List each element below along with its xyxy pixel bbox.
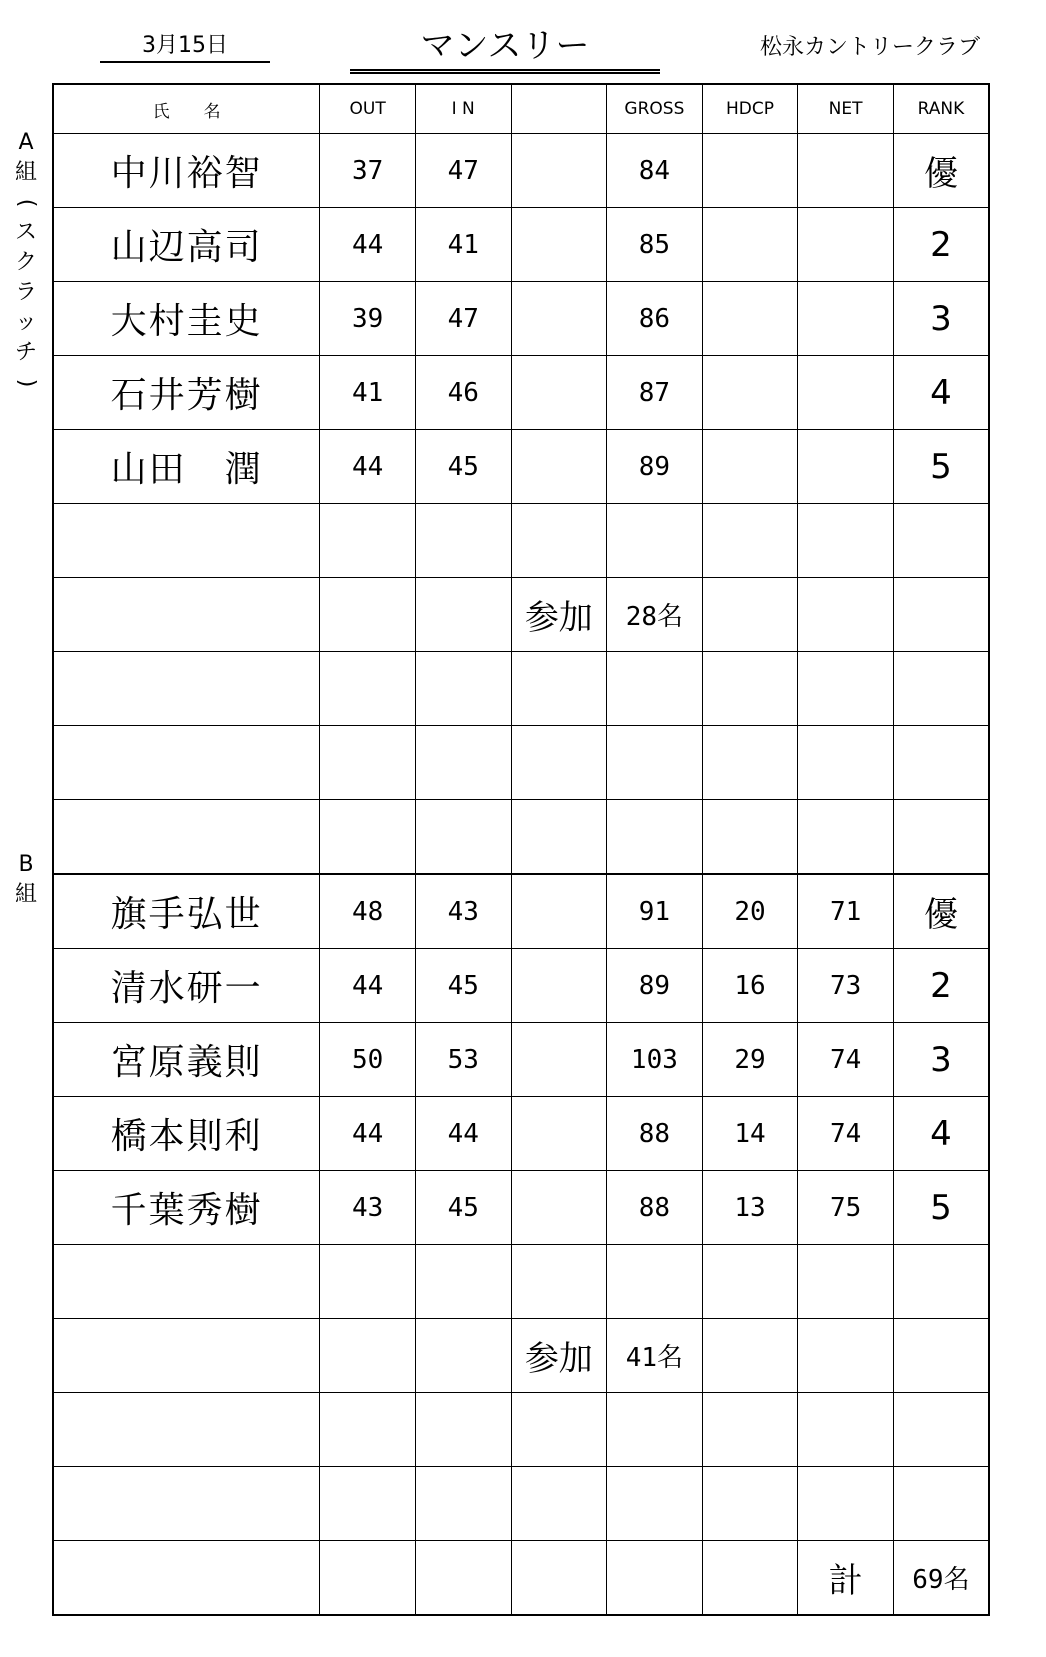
net-score — [798, 430, 894, 504]
blank-cell — [893, 800, 989, 875]
blank-cell — [607, 800, 703, 875]
blank-cell — [798, 652, 894, 726]
blank-cell — [415, 652, 511, 726]
gross-score: 89 — [607, 949, 703, 1023]
column-header-net: NET — [798, 84, 894, 134]
net-score: 74 — [798, 1023, 894, 1097]
hdcp-value: 16 — [702, 949, 798, 1023]
net-score: 71 — [798, 874, 894, 949]
out-score: 43 — [320, 1171, 416, 1245]
out-score: 39 — [320, 282, 416, 356]
blank-cell — [702, 800, 798, 875]
net-score — [798, 282, 894, 356]
group-b-label-char: 組 — [14, 882, 37, 907]
group-a-label-char: ( — [14, 198, 39, 208]
blank-cell — [702, 578, 798, 652]
participation-count: 41名 — [607, 1319, 703, 1393]
out-score: 44 — [320, 949, 416, 1023]
in-score: 43 — [415, 874, 511, 949]
out-score: 48 — [320, 874, 416, 949]
blank-cell — [893, 1393, 989, 1467]
in-score: 45 — [415, 949, 511, 1023]
blank-cell — [320, 504, 416, 578]
participation-row — [53, 578, 989, 652]
results-table — [52, 83, 990, 1616]
blank-cell — [798, 504, 894, 578]
rank-value: 2 — [893, 949, 989, 1023]
blank-cell — [702, 1245, 798, 1319]
in-score: 46 — [415, 356, 511, 430]
hdcp-value — [702, 356, 798, 430]
rank-value: 3 — [893, 1023, 989, 1097]
blank-cell — [320, 1245, 416, 1319]
group-a-label — [10, 128, 42, 398]
blank-cell — [53, 1393, 320, 1467]
blank-cell — [607, 1541, 703, 1616]
blank-cell — [53, 652, 320, 726]
blank-cell — [511, 430, 607, 504]
blank-cell — [798, 1393, 894, 1467]
table-row — [53, 1171, 989, 1245]
group-a-label-char: 組 — [14, 160, 37, 185]
blank-cell — [702, 1467, 798, 1541]
player-name: 山辺高司 — [53, 208, 320, 282]
rank-value: 3 — [893, 282, 989, 356]
empty-row — [53, 652, 989, 726]
net-score: 75 — [798, 1171, 894, 1245]
out-score: 50 — [320, 1023, 416, 1097]
group-b-label-char: B — [18, 852, 34, 877]
blank-cell — [415, 1467, 511, 1541]
table-row — [53, 430, 989, 504]
gross-score: 84 — [607, 134, 703, 208]
out-score: 44 — [320, 430, 416, 504]
blank-cell — [607, 1393, 703, 1467]
blank-cell — [415, 578, 511, 652]
hdcp-value: 14 — [702, 1097, 798, 1171]
group-a-label-char: ) — [14, 378, 39, 388]
table-row — [53, 208, 989, 282]
blank-cell — [511, 726, 607, 800]
rank-value: 4 — [893, 1097, 989, 1171]
blank-cell — [511, 1171, 607, 1245]
gross-score: 86 — [607, 282, 703, 356]
blank-cell — [511, 1541, 607, 1616]
blank-cell — [320, 1541, 416, 1616]
blank-cell — [798, 1467, 894, 1541]
blank-cell — [798, 800, 894, 875]
gross-score: 89 — [607, 430, 703, 504]
out-score: 41 — [320, 356, 416, 430]
total-row — [53, 1541, 989, 1616]
hdcp-value: 20 — [702, 874, 798, 949]
blank-cell — [607, 1467, 703, 1541]
empty-row — [53, 1393, 989, 1467]
blank-cell — [893, 1319, 989, 1393]
blank-cell — [320, 1393, 416, 1467]
in-score: 45 — [415, 430, 511, 504]
participation-label: 参加 — [511, 578, 607, 652]
blank-cell — [702, 652, 798, 726]
blank-cell — [320, 800, 416, 875]
column-header-hdcp: HDCP — [702, 84, 798, 134]
blank-cell — [53, 1245, 320, 1319]
column-header-gross: GROSS — [607, 84, 703, 134]
blank-cell — [415, 504, 511, 578]
blank-cell — [415, 1245, 511, 1319]
blank-cell — [607, 652, 703, 726]
blank-cell — [511, 208, 607, 282]
blank-cell — [511, 356, 607, 430]
blank-cell — [511, 1097, 607, 1171]
blank-cell — [415, 1393, 511, 1467]
player-name: 千葉秀樹 — [53, 1171, 320, 1245]
table-row — [53, 874, 989, 949]
blank-cell — [798, 726, 894, 800]
net-score: 73 — [798, 949, 894, 1023]
blank-cell — [893, 578, 989, 652]
participation-label: 参加 — [511, 1319, 607, 1393]
in-score: 47 — [415, 282, 511, 356]
blank-cell — [702, 504, 798, 578]
blank-cell — [607, 726, 703, 800]
blank-cell — [415, 1541, 511, 1616]
blank-cell — [53, 1541, 320, 1616]
table-row — [53, 1023, 989, 1097]
column-header-name: 氏 名 — [53, 84, 320, 134]
gross-score: 88 — [607, 1097, 703, 1171]
rank-value: 2 — [893, 208, 989, 282]
table-row — [53, 282, 989, 356]
blank-cell — [415, 726, 511, 800]
column-header-out: OUT — [320, 84, 416, 134]
blank-cell — [511, 949, 607, 1023]
player-name: 石井芳樹 — [53, 356, 320, 430]
hdcp-value — [702, 134, 798, 208]
blank-cell — [893, 1467, 989, 1541]
in-score: 41 — [415, 208, 511, 282]
player-name: 旗手弘世 — [53, 874, 320, 949]
gross-score: 87 — [607, 356, 703, 430]
empty-row — [53, 504, 989, 578]
player-name: 大村圭史 — [53, 282, 320, 356]
blank-cell — [511, 1467, 607, 1541]
blank-cell — [893, 652, 989, 726]
participation-count: 28名 — [607, 578, 703, 652]
empty-row — [53, 726, 989, 800]
hdcp-value — [702, 208, 798, 282]
blank-cell — [702, 726, 798, 800]
blank-cell — [702, 1541, 798, 1616]
blank-cell — [320, 652, 416, 726]
club-name: 松永カントリークラブ — [760, 35, 981, 60]
net-score — [798, 208, 894, 282]
rank-value: 4 — [893, 356, 989, 430]
gross-score: 88 — [607, 1171, 703, 1245]
group-a-label-char: A — [18, 130, 34, 155]
blank-cell — [511, 504, 607, 578]
hdcp-value — [702, 430, 798, 504]
group-a-label-char: ッ — [14, 310, 37, 335]
blank-cell — [320, 726, 416, 800]
header-row — [53, 84, 989, 134]
net-score — [798, 134, 894, 208]
blank-cell — [320, 1467, 416, 1541]
blank-cell — [415, 1319, 511, 1393]
date-label: 3月15日 — [100, 28, 270, 63]
out-score: 44 — [320, 1097, 416, 1171]
hdcp-value: 13 — [702, 1171, 798, 1245]
column-header-blank — [511, 84, 607, 134]
group-a-label-char: チ — [14, 340, 37, 365]
table-row — [53, 134, 989, 208]
blank-cell — [53, 800, 320, 875]
blank-cell — [511, 1393, 607, 1467]
rank-value: 5 — [893, 1171, 989, 1245]
player-name: 清水研一 — [53, 949, 320, 1023]
group-a-label-char: ク — [14, 250, 37, 275]
blank-cell — [511, 652, 607, 726]
group-a-label-char: ラ — [14, 280, 37, 305]
total-label: 計 — [798, 1541, 894, 1616]
blank-cell — [320, 1319, 416, 1393]
blank-cell — [511, 874, 607, 949]
in-score: 45 — [415, 1171, 511, 1245]
rank-value: 優 — [893, 874, 989, 949]
blank-cell — [798, 1319, 894, 1393]
player-name: 宮原義則 — [53, 1023, 320, 1097]
player-name: 山田 潤 — [53, 430, 320, 504]
column-header-rank: RANK — [893, 84, 989, 134]
gross-score: 91 — [607, 874, 703, 949]
empty-row — [53, 800, 989, 875]
table-row — [53, 1097, 989, 1171]
blank-cell — [607, 1245, 703, 1319]
in-score: 44 — [415, 1097, 511, 1171]
net-score — [798, 356, 894, 430]
blank-cell — [702, 1393, 798, 1467]
blank-cell — [511, 1023, 607, 1097]
blank-cell — [893, 504, 989, 578]
out-score: 37 — [320, 134, 416, 208]
page-title: マンスリー — [350, 18, 660, 74]
blank-cell — [511, 134, 607, 208]
total-count: 69名 — [893, 1541, 989, 1616]
blank-cell — [415, 800, 511, 875]
empty-row — [53, 1467, 989, 1541]
hdcp-value — [702, 282, 798, 356]
blank-cell — [893, 1245, 989, 1319]
blank-cell — [53, 1319, 320, 1393]
gross-score: 85 — [607, 208, 703, 282]
participation-row — [53, 1319, 989, 1393]
rank-value: 5 — [893, 430, 989, 504]
blank-cell — [320, 578, 416, 652]
table-row — [53, 356, 989, 430]
blank-cell — [798, 578, 894, 652]
gross-score: 103 — [607, 1023, 703, 1097]
blank-cell — [511, 282, 607, 356]
group-b-label — [10, 850, 42, 910]
rank-value: 優 — [893, 134, 989, 208]
player-name: 橋本則利 — [53, 1097, 320, 1171]
blank-cell — [702, 1319, 798, 1393]
out-score: 44 — [320, 208, 416, 282]
blank-cell — [607, 504, 703, 578]
blank-cell — [53, 578, 320, 652]
blank-cell — [511, 1245, 607, 1319]
blank-cell — [511, 800, 607, 875]
group-a-label-char: ス — [14, 220, 37, 245]
blank-cell — [53, 504, 320, 578]
empty-row — [53, 1245, 989, 1319]
player-name: 中川裕智 — [53, 134, 320, 208]
in-score: 47 — [415, 134, 511, 208]
blank-cell — [53, 726, 320, 800]
in-score: 53 — [415, 1023, 511, 1097]
blank-cell — [893, 726, 989, 800]
net-score: 74 — [798, 1097, 894, 1171]
table-row — [53, 949, 989, 1023]
hdcp-value: 29 — [702, 1023, 798, 1097]
blank-cell — [798, 1245, 894, 1319]
column-header-in: I N — [415, 84, 511, 134]
blank-cell — [53, 1467, 320, 1541]
